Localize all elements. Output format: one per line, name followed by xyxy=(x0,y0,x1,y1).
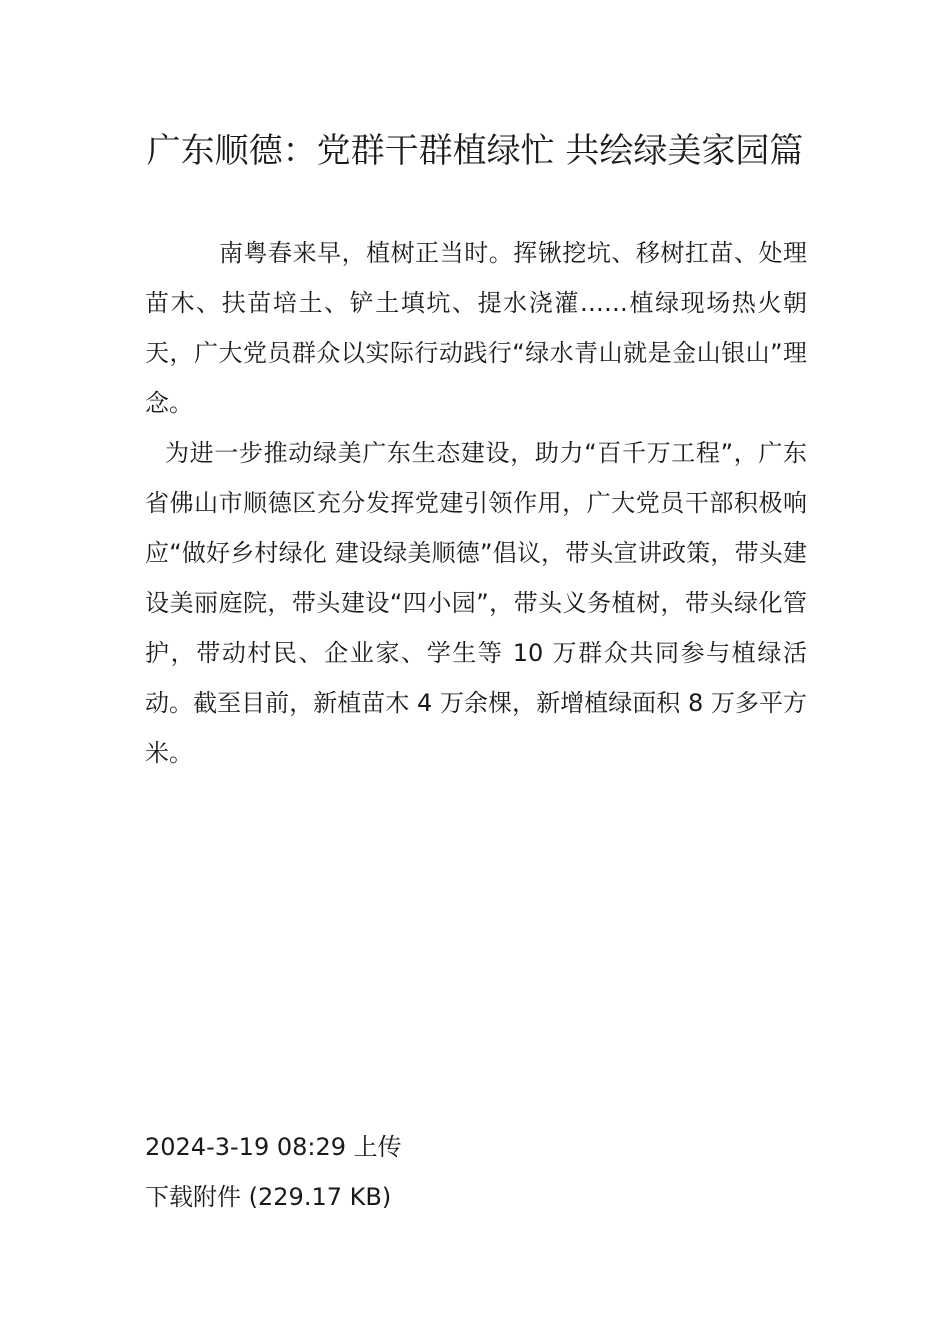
upload-label: 上传 xyxy=(353,1133,402,1161)
upload-time: 2024-3-19 08:29 xyxy=(145,1133,346,1161)
article-paragraph: 为进一步推动绿美广东生态建设，助力“百千万工程”，广东省佛山市顺德区充分发挥党建引领作用，广大党员干部积极响应“做好乡村绿化 建设绿美顺德”倡议，带头宣讲政策，带头建设美丽庭院，带头建设“四小园”，带头义务植树，带头绿化管护，带动村民、企业家、学生等 10 万群众共同参与植绿活动。截至目前，新植苗木 4 万余棵，新增植绿面积 8 万多平方米。 xyxy=(145,439,807,767)
attachment-footer xyxy=(145,1122,807,1222)
article-paragraph: 南粤春来早，植树正当时。挥锹挖坑、移树扛苗、处理苗木、扶苗培土、铲土填坑、提水浇灌……植绿现场热火朝天，广大党员群众以实际行动践行“绿水青山就是金山银山”理念。 xyxy=(145,239,807,417)
file-size: (229.17 KB) xyxy=(248,1183,392,1211)
article-body xyxy=(145,228,807,778)
download-attachment-link[interactable] xyxy=(145,1172,807,1222)
download-label[interactable]: 下载附件 xyxy=(145,1183,241,1211)
upload-info xyxy=(145,1122,807,1172)
article-title: 广东顺德：党群干群植绿忙 共绘绿美家园篇 xyxy=(146,131,804,171)
